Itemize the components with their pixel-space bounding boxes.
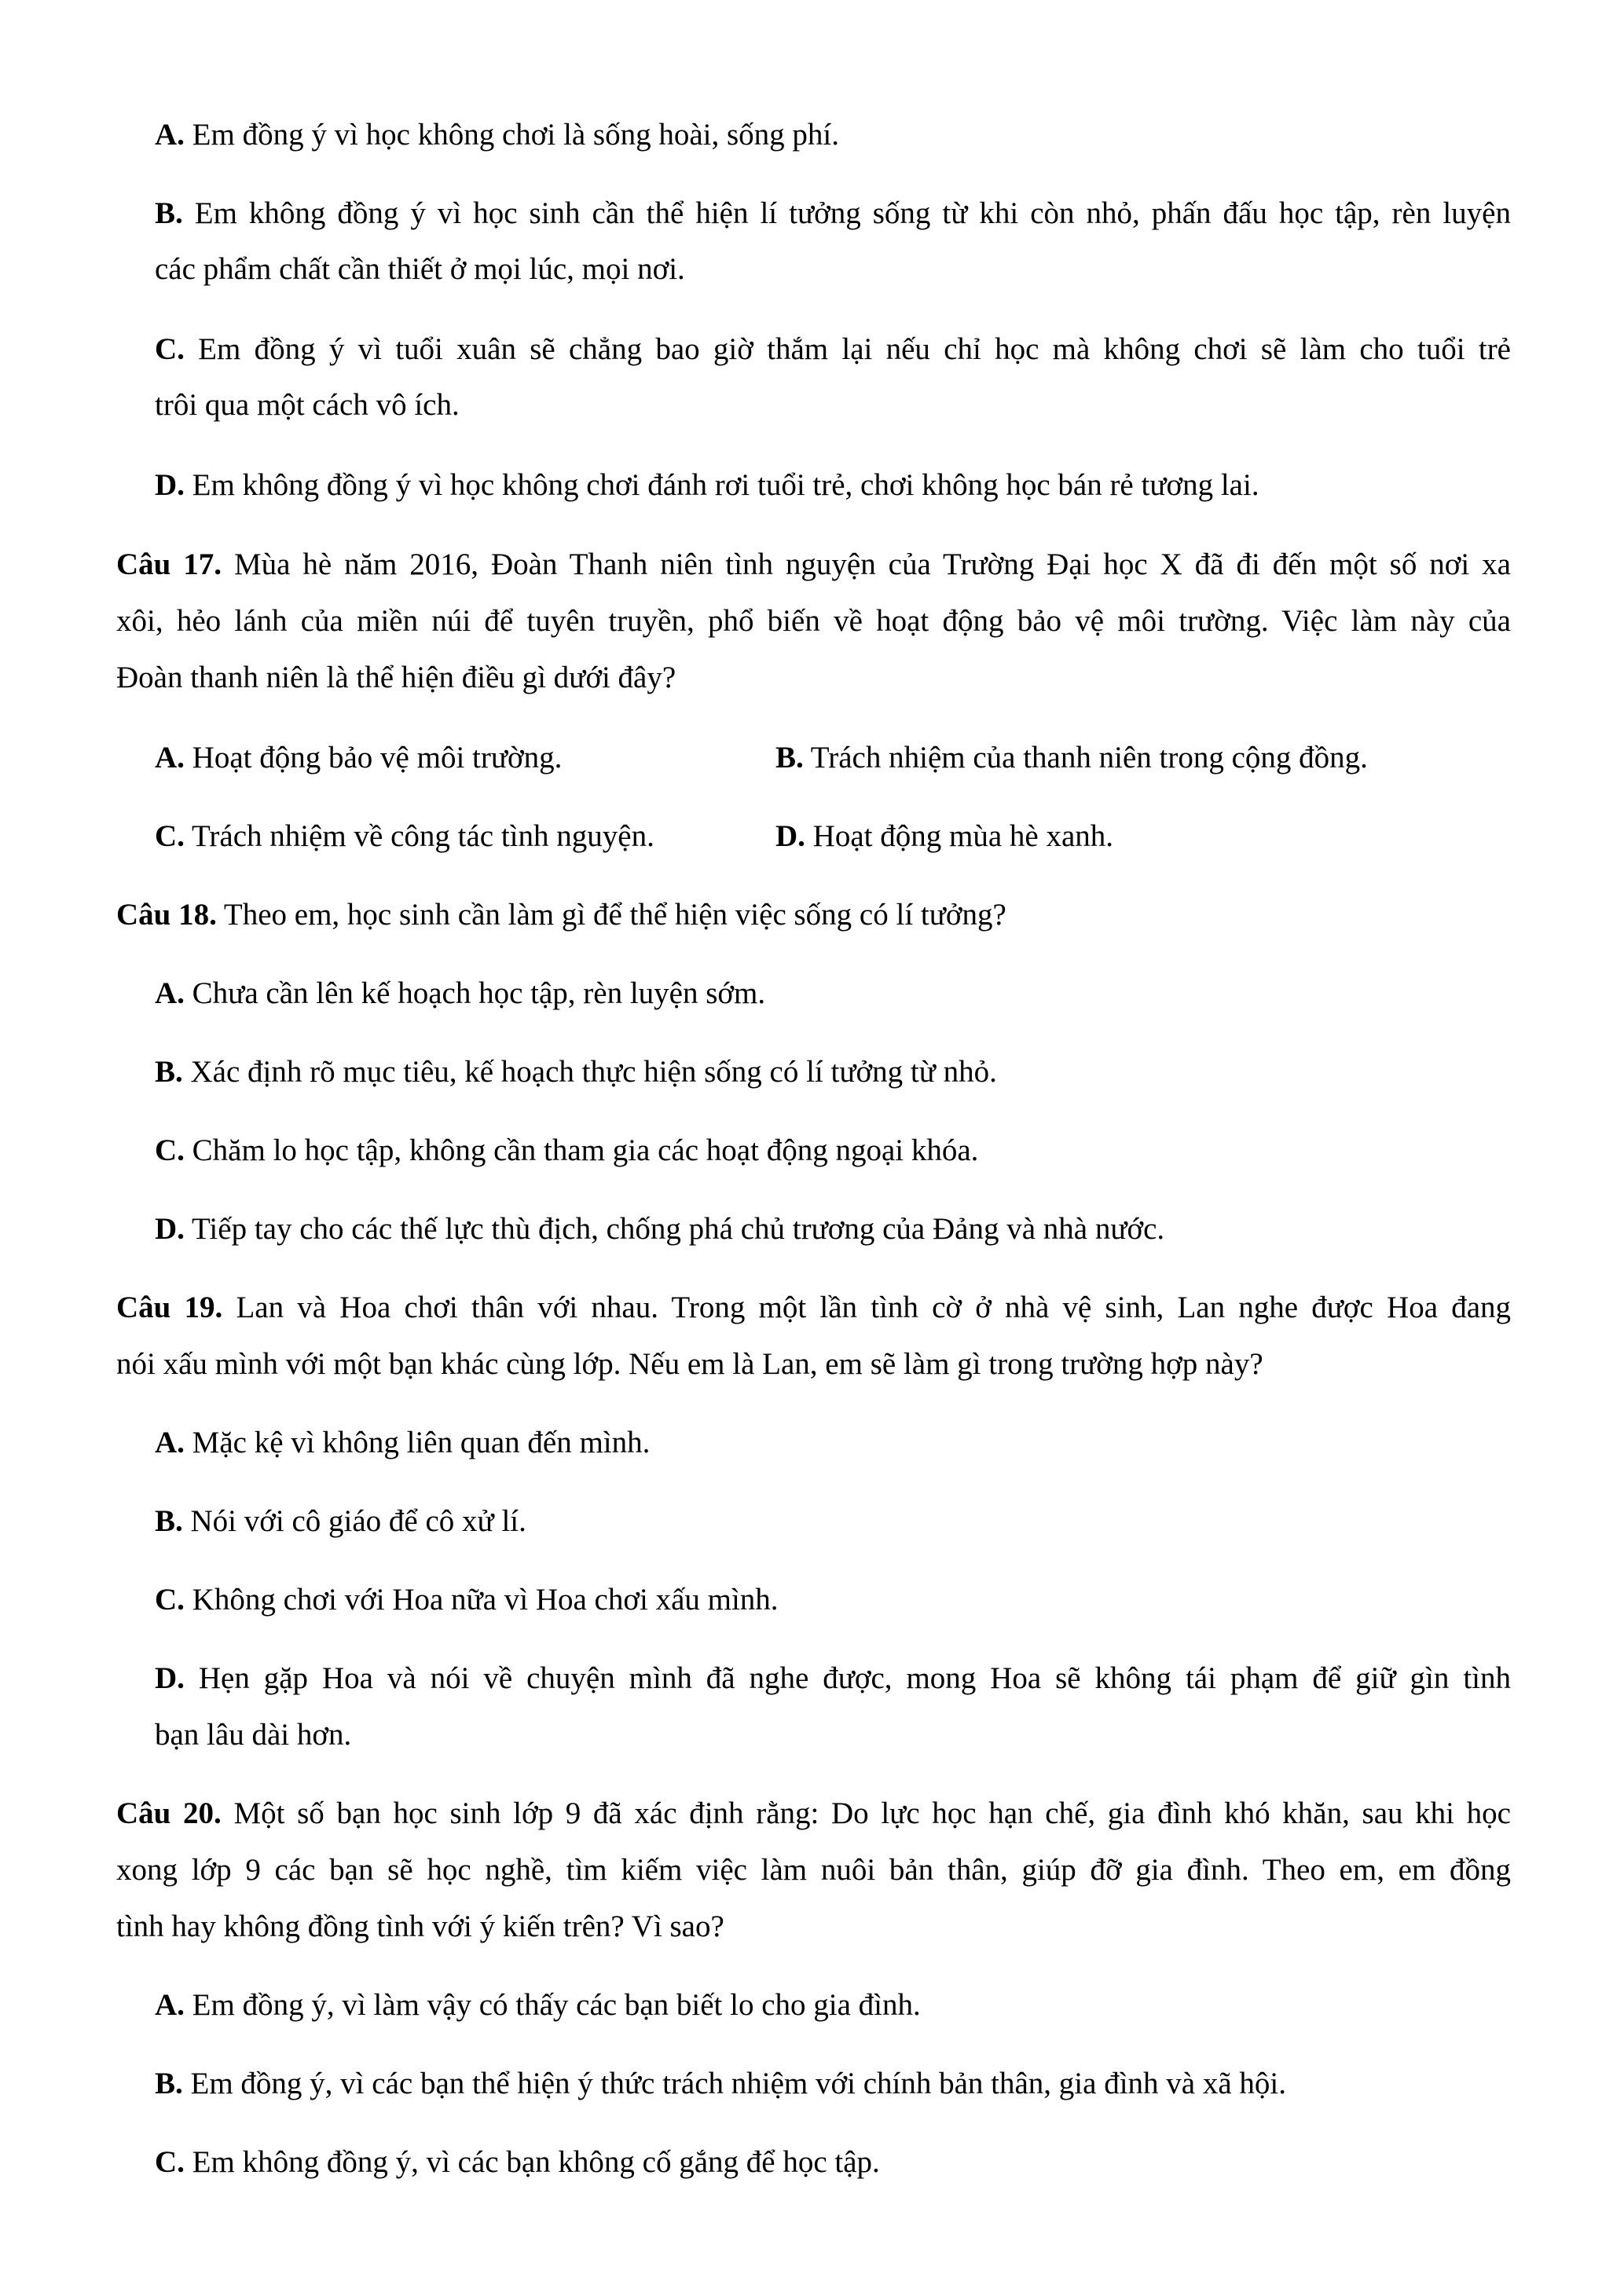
option-text: Em không đồng ý vì học không chơi đánh rơi tuổi trẻ, chơi không học bán rẻ tương lai. — [184, 468, 1259, 502]
option-text: bạn lâu dài hơn. — [155, 1718, 352, 1752]
option-label: C. — [155, 1583, 185, 1617]
option-text: Trách nhiệm về công tác tình nguyện. — [184, 819, 654, 853]
question-text: xôi, hẻo lánh của miền núi để tuyên truyền, phổ biến về hoạt động bảo vệ môi trường. Việc làm này của — [116, 604, 1511, 638]
option-text: Em đồng ý vì tuổi xuân sẽ chẳng bao giờ thắm lại nếu chỉ học mà không chơi sẽ làm cho tuổi trẻ — [184, 332, 1511, 366]
question-text: xong lớp 9 các bạn sẽ học nghề, tìm kiếm việc làm nuôi bản thân, giúp đỡ gia đình. Theo em, em đồng — [116, 1853, 1511, 1887]
q17-stem-line3 — [116, 658, 1511, 698]
q17-option-a — [155, 738, 768, 778]
option-label: C. — [155, 2145, 185, 2179]
q20-option-a — [155, 1986, 1511, 2025]
option-label: D. — [775, 819, 805, 853]
q17-option-b — [775, 738, 1511, 778]
q16-option-a — [155, 115, 1511, 155]
option-text: Tiếp tay cho các thế lực thù địch, chống phá chủ trương của Đảng và nhà nước. — [184, 1212, 1165, 1246]
option-label: A. — [155, 1426, 185, 1459]
q17-option-c — [155, 817, 768, 856]
q18-option-d — [155, 1210, 1511, 1249]
q19-stem-line2 — [116, 1345, 1511, 1384]
q18-option-c — [155, 1131, 1511, 1170]
q20-stem-line2 — [116, 1851, 1511, 1890]
question-text: Theo em, học sinh cần làm gì để thể hiện việc sống có lí tưởng? — [216, 898, 1006, 932]
option-text: Hẹn gặp Hoa và nói về chuyện mình đã nghe được, mong Hoa sẽ không tái phạm để giữ gìn tình — [184, 1661, 1511, 1695]
option-text: Chưa cần lên kế hoạch học tập, rèn luyện sớm. — [184, 976, 766, 1010]
option-text: Hoạt động mùa hè xanh. — [805, 819, 1113, 853]
q17-option-d — [775, 817, 1511, 856]
option-text: Nói với cô giáo để cô xử lí. — [182, 1504, 526, 1538]
option-label: B. — [155, 1504, 183, 1538]
option-label: B. — [155, 196, 183, 230]
q19-option-d-line1 — [155, 1659, 1511, 1698]
option-text: Trách nhiệm của thanh niên trong cộng đồng. — [803, 741, 1368, 774]
option-text: các phẩm chất cần thiết ở mọi lúc, mọi nơi. — [155, 252, 685, 286]
option-text: Mặc kệ vì không liên quan đến mình. — [184, 1426, 651, 1459]
question-label: Câu 18. — [116, 898, 217, 932]
option-label: C. — [155, 332, 185, 366]
question-text: tình hay không đồng tình với ý kiến trên? Vì sao? — [116, 1910, 724, 1943]
question-text: nói xấu mình với một bạn khác cùng lớp. Nếu em là Lan, em sẽ làm gì trong trường hợp này? — [116, 1347, 1263, 1381]
option-text: Em không đồng ý, vì các bạn không cố gắng để học tập. — [184, 2145, 880, 2179]
option-text: Em đồng ý, vì các bạn thể hiện ý thức trách nhiệm với chính bản thân, gia đình và xã hội. — [182, 2067, 1286, 2100]
q19-option-b — [155, 1502, 1511, 1541]
q16-option-c-line1 — [155, 330, 1511, 369]
option-label: A. — [155, 741, 185, 774]
option-label: B. — [775, 741, 804, 774]
q17-stem-line2 — [116, 602, 1511, 641]
q19-option-a — [155, 1423, 1511, 1463]
q18-option-a — [155, 974, 1511, 1013]
q20-option-c — [155, 2143, 1511, 2182]
q20-stem-line1 — [116, 1794, 1511, 1833]
q16-option-c-line2 — [155, 386, 1511, 425]
question-text: Một số bạn học sinh lớp 9 đã xác định rằng: Do lực học hạn chế, gia đình khó khăn, sau khi học — [221, 1796, 1511, 1830]
option-text: Em đồng ý, vì làm vậy có thấy các bạn biết lo cho gia đình. — [184, 1988, 921, 2022]
option-label: D. — [155, 1212, 185, 1246]
q18-option-b — [155, 1053, 1511, 1092]
q16-option-b-line1 — [155, 194, 1511, 233]
option-text: Chăm lo học tập, không cần tham gia các hoạt động ngoại khóa. — [184, 1133, 979, 1167]
option-text: Em không đồng ý vì học sinh cần thể hiện lí tưởng sống từ khi còn nhỏ, phấn đấu học tập, rèn luyện — [182, 196, 1511, 230]
option-text: Xác định rõ mục tiêu, kế hoạch thực hiện sống có lí tưởng từ nhỏ. — [182, 1055, 997, 1089]
option-label: C. — [155, 1133, 185, 1167]
option-text: Không chơi với Hoa nữa vì Hoa chơi xấu mình. — [184, 1583, 779, 1617]
option-label: A. — [155, 1988, 185, 2022]
q16-option-d — [155, 466, 1511, 505]
option-label: A. — [155, 976, 185, 1010]
q16-option-b-line2 — [155, 250, 1511, 289]
option-label: B. — [155, 1055, 183, 1089]
q19-option-d-line2 — [155, 1716, 1511, 1755]
option-label: B. — [155, 2067, 183, 2100]
question-text: Mùa hè năm 2016, Đoàn Thanh niên tình nguyện của Trường Đại học X đã đi đến một số nơi xa — [222, 547, 1511, 581]
option-label: D. — [155, 1661, 185, 1695]
option-label: A. — [155, 118, 185, 152]
q17-stem-line1 — [116, 545, 1511, 584]
q19-option-c — [155, 1580, 1511, 1620]
q18-stem — [116, 895, 1511, 935]
question-text: Lan và Hoa chơi thân với nhau. Trong một lần tình cờ ở nhà vệ sinh, Lan nghe được Hoa đang — [222, 1291, 1512, 1324]
question-label: Câu 19. — [116, 1291, 223, 1324]
option-label: D. — [155, 468, 185, 502]
q19-stem-line1 — [116, 1288, 1511, 1327]
option-text: Hoạt động bảo vệ môi trường. — [184, 741, 563, 774]
question-label: Câu 17. — [116, 547, 222, 581]
q20-stem-line3 — [116, 1907, 1511, 1946]
option-text: Em đồng ý vì học không chơi là sống hoài, sống phí. — [184, 118, 839, 152]
q20-option-b — [155, 2064, 1511, 2104]
question-label: Câu 20. — [116, 1796, 222, 1830]
option-text: trôi qua một cách vô ích. — [155, 388, 460, 422]
option-label: C. — [155, 819, 185, 853]
question-text: Đoàn thanh niên là thể hiện điều gì dưới đây? — [116, 661, 676, 694]
